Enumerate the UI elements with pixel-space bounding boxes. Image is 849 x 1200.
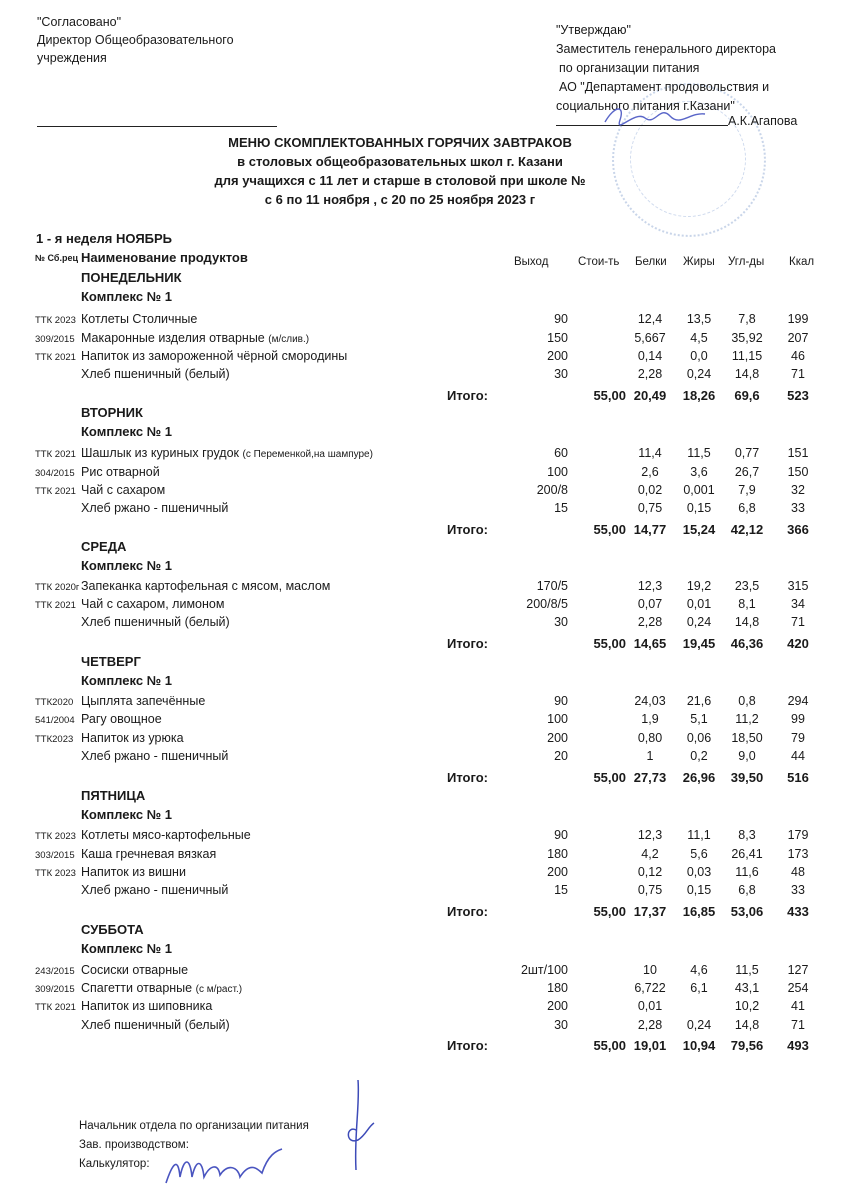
protein: 2,28 bbox=[637, 615, 663, 629]
complex-heading bbox=[0, 941, 849, 960]
fat: 0,24 bbox=[686, 367, 712, 381]
table-row bbox=[0, 731, 849, 750]
header-carbs: Угл-ды bbox=[728, 256, 765, 268]
dish-name: Котлеты Столичные bbox=[81, 312, 198, 326]
carbs: 11,2 bbox=[735, 712, 759, 726]
signature-line-left bbox=[37, 126, 277, 127]
dish-name: Рис отварной bbox=[81, 465, 160, 479]
table-row bbox=[0, 579, 849, 598]
day-name: ВТОРНИК bbox=[81, 405, 143, 420]
output: 200 bbox=[547, 865, 568, 879]
recipe-code: 541/2004 bbox=[35, 715, 75, 726]
protein: 1,9 bbox=[641, 712, 659, 726]
total-carbs: 69,6 bbox=[734, 388, 760, 403]
carbs: 23,5 bbox=[734, 579, 760, 593]
total-fat: 26,96 bbox=[682, 770, 716, 785]
output: 90 bbox=[554, 312, 568, 326]
fat: 0,001 bbox=[683, 483, 715, 497]
total-protein: 20,49 bbox=[633, 388, 667, 403]
output: 100 bbox=[547, 712, 568, 726]
output: 100 bbox=[547, 465, 568, 479]
fat: 0,24 bbox=[686, 615, 712, 629]
header-code: № Сб.рец bbox=[35, 253, 79, 263]
kcal: 34 bbox=[791, 597, 805, 611]
complex-heading bbox=[0, 289, 849, 308]
output: 15 bbox=[554, 883, 568, 897]
protein: 6,722 bbox=[634, 981, 666, 995]
fat: 6,1 bbox=[690, 981, 708, 995]
dish-name: Хлеб пшеничный (белый) bbox=[81, 1018, 230, 1032]
table-row bbox=[0, 367, 849, 386]
table-row bbox=[0, 446, 849, 465]
total-protein: 19,01 bbox=[633, 1038, 667, 1053]
document-title bbox=[150, 133, 650, 209]
total-carbs: 42,12 bbox=[730, 522, 764, 537]
complex-name: Комплекс № 1 bbox=[81, 558, 172, 573]
dish-name: Шашлык из куриных грудок (с Переменкой,на шампуре) bbox=[81, 446, 373, 460]
header-protein: Белки bbox=[635, 256, 667, 268]
carbs: 9,0 bbox=[738, 749, 756, 763]
kcal: 46 bbox=[791, 349, 805, 363]
recipe-code: ТТК2020 bbox=[35, 697, 74, 708]
total-fat: 16,85 bbox=[682, 904, 716, 919]
dish-name: Сосиски отварные bbox=[81, 963, 189, 977]
output: 150 bbox=[547, 331, 568, 345]
kcal: 150 bbox=[787, 465, 809, 479]
dish-name: Хлеб ржано - пшеничный bbox=[81, 883, 229, 897]
day-heading bbox=[0, 922, 849, 941]
total-kcal: 493 bbox=[787, 1038, 809, 1053]
carbs: 6,8 bbox=[738, 501, 756, 515]
protein: 12,3 bbox=[637, 579, 663, 593]
kcal: 254 bbox=[787, 981, 809, 995]
fat: 0,15 bbox=[686, 883, 712, 897]
total-row bbox=[0, 770, 849, 789]
recipe-code: 243/2015 bbox=[35, 966, 75, 977]
total-kcal: 523 bbox=[787, 388, 809, 403]
kcal: 44 bbox=[791, 749, 805, 763]
output: 200/8/5 bbox=[526, 597, 568, 611]
protein: 12,3 bbox=[637, 828, 663, 842]
complex-name: Комплекс № 1 bbox=[81, 424, 172, 439]
recipe-code: 304/2015 bbox=[35, 468, 75, 479]
carbs: 14,8 bbox=[734, 367, 760, 381]
recipe-code: ТТК 2023 bbox=[35, 868, 76, 879]
dish-name: Чай с сахаром bbox=[81, 483, 166, 497]
recipe-code: ТТК 2021 bbox=[35, 449, 76, 460]
footer-production-manager: Зав. производством: bbox=[79, 1139, 189, 1151]
output: 200 bbox=[547, 731, 568, 745]
kcal: 71 bbox=[791, 615, 805, 629]
title-line-2: в столовых общеобразовательных школ г. Казани bbox=[237, 154, 563, 169]
total-fat: 18,26 bbox=[682, 388, 716, 403]
day-heading bbox=[0, 539, 849, 558]
output: 200/8 bbox=[536, 483, 568, 497]
table-row bbox=[0, 1018, 849, 1037]
dish-name: Напиток из вишни bbox=[81, 865, 186, 879]
approval-left-position: Директор Общеобразовательного bbox=[37, 33, 234, 47]
approval-right-status: "Утверждаю" bbox=[556, 23, 631, 37]
total-row bbox=[0, 1038, 849, 1057]
complex-name: Комплекс № 1 bbox=[81, 807, 172, 822]
total-cost: 55,00 bbox=[593, 388, 626, 403]
carbs: 11,15 bbox=[731, 349, 763, 363]
header-cost: Стои-ть bbox=[578, 256, 620, 268]
title-line-4: с 6 по 11 ноября , с 20 по 25 ноября 2023 г bbox=[264, 192, 536, 207]
week-label: 1 - я неделя НОЯБРЬ bbox=[36, 231, 173, 246]
protein: 0,12 bbox=[637, 865, 663, 879]
table-row bbox=[0, 597, 849, 616]
kcal: 173 bbox=[787, 847, 809, 861]
recipe-code: ТТК 2021 bbox=[35, 600, 76, 611]
day-name: СРЕДА bbox=[81, 539, 127, 554]
carbs: 26,7 bbox=[734, 465, 760, 479]
kcal: 127 bbox=[787, 963, 809, 977]
output: 15 bbox=[554, 501, 568, 515]
output: 30 bbox=[554, 1018, 568, 1032]
carbs: 7,9 bbox=[738, 483, 756, 497]
complex-heading bbox=[0, 558, 849, 577]
day-heading bbox=[0, 405, 849, 424]
dish-name: Чай с сахаром, лимоном bbox=[81, 597, 225, 611]
dish-name: Напиток из урюка bbox=[81, 731, 184, 745]
carbs: 8,3 bbox=[738, 828, 756, 842]
total-cost: 55,00 bbox=[593, 636, 626, 651]
dish-name: Хлеб пшеничный (белый) bbox=[81, 367, 230, 381]
protein: 24,03 bbox=[634, 694, 666, 708]
approval-right-position: Заместитель генерального директора bbox=[556, 42, 777, 56]
header-kcal: Ккал bbox=[789, 256, 815, 268]
dish-name: Хлеб ржано - пшеничный bbox=[81, 749, 229, 763]
table-row bbox=[0, 883, 849, 902]
protein: 4,2 bbox=[641, 847, 659, 861]
total-label: Итого: bbox=[447, 904, 488, 919]
complex-heading bbox=[0, 807, 849, 826]
table-row bbox=[0, 349, 849, 368]
fat: 11,5 bbox=[687, 446, 711, 460]
output: 200 bbox=[547, 349, 568, 363]
kcal: 33 bbox=[791, 883, 805, 897]
table-row bbox=[0, 483, 849, 502]
approval-right-position-2: по организации питания bbox=[559, 61, 700, 75]
total-label: Итого: bbox=[447, 770, 488, 785]
complex-heading bbox=[0, 424, 849, 443]
signature-right-icon bbox=[600, 100, 710, 130]
table-row bbox=[0, 865, 849, 884]
protein: 0,01 bbox=[637, 999, 663, 1013]
output: 170/5 bbox=[536, 579, 568, 593]
total-row bbox=[0, 904, 849, 923]
carbs: 35,92 bbox=[731, 331, 763, 345]
fat: 0,03 bbox=[686, 865, 712, 879]
total-protein: 17,37 bbox=[633, 904, 667, 919]
fat: 21,6 bbox=[686, 694, 712, 708]
day-heading bbox=[0, 654, 849, 673]
day-heading bbox=[0, 788, 849, 807]
signature-head-icon bbox=[340, 1075, 380, 1175]
carbs: 0,8 bbox=[738, 694, 756, 708]
output: 20 bbox=[554, 749, 568, 763]
carbs: 14,8 bbox=[734, 1018, 760, 1032]
recipe-code: ТТК 2021 bbox=[35, 352, 76, 363]
kcal: 32 bbox=[791, 483, 805, 497]
dish-name: Цыплята запечённые bbox=[81, 694, 206, 708]
output: 90 bbox=[554, 828, 568, 842]
table-row bbox=[0, 847, 849, 866]
carbs: 11,5 bbox=[735, 963, 759, 977]
total-carbs: 79,56 bbox=[730, 1038, 764, 1053]
output: 180 bbox=[547, 981, 568, 995]
protein: 1 bbox=[646, 749, 654, 763]
table-row bbox=[0, 615, 849, 634]
protein: 5,667 bbox=[634, 331, 666, 345]
dish-name: Хлеб ржано - пшеничный bbox=[81, 501, 229, 515]
header-output: Выход bbox=[514, 256, 549, 268]
recipe-code: ТТК 2023 bbox=[35, 315, 76, 326]
header-name: Наименование продуктов bbox=[81, 250, 248, 265]
dish-name: Рагу овощное bbox=[81, 712, 162, 726]
total-protein: 27,73 bbox=[633, 770, 667, 785]
kcal: 151 bbox=[787, 446, 809, 460]
total-carbs: 53,06 bbox=[730, 904, 764, 919]
signature-calculator-icon bbox=[158, 1145, 288, 1190]
header-fat: Жиры bbox=[683, 256, 715, 268]
complex-name: Комплекс № 1 bbox=[81, 289, 172, 304]
fat: 0,24 bbox=[686, 1018, 712, 1032]
carbs: 8,1 bbox=[738, 597, 756, 611]
kcal: 41 bbox=[791, 999, 805, 1013]
kcal: 79 bbox=[791, 731, 805, 745]
protein: 0,80 bbox=[637, 731, 663, 745]
protein: 2,6 bbox=[641, 465, 659, 479]
day-heading bbox=[0, 270, 849, 289]
protein: 0,75 bbox=[637, 501, 663, 515]
recipe-code: 309/2015 bbox=[35, 334, 75, 345]
output: 30 bbox=[554, 367, 568, 381]
total-protein: 14,65 bbox=[633, 636, 667, 651]
carbs: 14,8 bbox=[734, 615, 760, 629]
total-cost: 55,00 bbox=[593, 522, 626, 537]
approval-left-status: "Согласовано" bbox=[37, 15, 122, 29]
kcal: 71 bbox=[791, 1018, 805, 1032]
total-cost: 55,00 bbox=[593, 904, 626, 919]
dish-name: Каша гречневая вязкая bbox=[81, 847, 217, 861]
table-row bbox=[0, 312, 849, 331]
total-kcal: 433 bbox=[787, 904, 809, 919]
footer-head-of-department: Начальник отдела по организации питания bbox=[79, 1120, 309, 1132]
fat: 5,6 bbox=[690, 847, 708, 861]
complex-name: Комплекс № 1 bbox=[81, 673, 172, 688]
recipe-code: ТТК 2020г bbox=[35, 582, 80, 593]
total-label: Итого: bbox=[447, 388, 488, 403]
table-row bbox=[0, 999, 849, 1018]
table-row bbox=[0, 963, 849, 982]
day-name: СУББОТА bbox=[81, 922, 144, 937]
table-row bbox=[0, 981, 849, 1000]
protein: 0,14 bbox=[637, 349, 663, 363]
kcal: 315 bbox=[787, 579, 809, 593]
table-row bbox=[0, 501, 849, 520]
total-cost: 55,00 bbox=[593, 770, 626, 785]
title-line-1: МЕНЮ СКОМПЛЕКТОВАННЫХ ГОРЯЧИХ ЗАВТРАКОВ bbox=[228, 135, 572, 150]
dish-name: Напиток из замороженной чёрной смородины bbox=[81, 349, 348, 363]
fat: 13,5 bbox=[686, 312, 712, 326]
output: 90 bbox=[554, 694, 568, 708]
total-label: Итого: bbox=[447, 1038, 488, 1053]
approval-left-block bbox=[37, 13, 234, 67]
day-name: ПОНЕДЕЛЬНИК bbox=[81, 270, 182, 285]
fat: 0,01 bbox=[686, 597, 712, 611]
kcal: 179 bbox=[787, 828, 809, 842]
total-fat: 10,94 bbox=[682, 1038, 716, 1053]
fat: 0,15 bbox=[686, 501, 712, 515]
fat: 4,5 bbox=[690, 331, 708, 345]
recipe-code: 303/2015 bbox=[35, 850, 75, 861]
carbs: 7,8 bbox=[738, 312, 756, 326]
protein: 0,07 bbox=[637, 597, 663, 611]
carbs: 10,2 bbox=[734, 999, 760, 1013]
complex-heading bbox=[0, 673, 849, 692]
fat: 0,2 bbox=[690, 749, 708, 763]
kcal: 48 bbox=[791, 865, 805, 879]
total-carbs: 39,50 bbox=[730, 770, 764, 785]
dish-name: Напиток из шиповника bbox=[81, 999, 213, 1013]
day-name: ЧЕТВЕРГ bbox=[81, 654, 141, 669]
total-fat: 15,24 bbox=[682, 522, 716, 537]
recipe-code: ТТК2023 bbox=[35, 734, 74, 745]
output: 60 bbox=[554, 446, 568, 460]
total-row bbox=[0, 636, 849, 655]
kcal: 71 bbox=[791, 367, 805, 381]
total-protein: 14,77 bbox=[633, 522, 667, 537]
table-row bbox=[0, 712, 849, 731]
recipe-code: ТТК 2021 bbox=[35, 1002, 76, 1013]
recipe-code: ТТК 2021 bbox=[35, 486, 76, 497]
dish-name: Запеканка картофельная с мясом, маслом bbox=[81, 579, 331, 593]
total-kcal: 366 bbox=[787, 522, 809, 537]
total-label: Итого: bbox=[447, 522, 488, 537]
protein: 11,4 bbox=[638, 446, 662, 460]
table-row bbox=[0, 749, 849, 768]
day-name: ПЯТНИЦА bbox=[81, 788, 146, 803]
total-fat: 19,45 bbox=[682, 636, 716, 651]
table-row bbox=[0, 331, 849, 350]
total-kcal: 516 bbox=[787, 770, 809, 785]
kcal: 199 bbox=[787, 312, 809, 326]
carbs: 6,8 bbox=[738, 883, 756, 897]
carbs: 18,50 bbox=[731, 731, 763, 745]
approval-left-organization: учреждения bbox=[37, 51, 107, 65]
recipe-code: ТТК 2023 bbox=[35, 831, 76, 842]
table-row bbox=[0, 694, 849, 713]
kcal: 99 bbox=[791, 712, 805, 726]
approval-right-organization: АО "Департамент продовольствия и bbox=[559, 80, 770, 94]
total-kcal: 420 bbox=[787, 636, 809, 651]
fat: 11,1 bbox=[687, 828, 711, 842]
dish-name: Хлеб пшеничный (белый) bbox=[81, 615, 230, 629]
dish-name: Макаронные изделия отварные (м/слив.) bbox=[81, 331, 310, 345]
fat: 3,6 bbox=[690, 465, 708, 479]
fat: 4,6 bbox=[690, 963, 708, 977]
carbs: 43,1 bbox=[734, 981, 760, 995]
carbs: 26,41 bbox=[731, 847, 763, 861]
table-row bbox=[0, 465, 849, 484]
approval-right-signer: А.К.Агапова bbox=[728, 114, 798, 128]
footer-calculator: Калькулятор: bbox=[79, 1158, 150, 1170]
dish-name: Котлеты мясо-картофельные bbox=[81, 828, 251, 842]
total-cost: 55,00 bbox=[593, 1038, 626, 1053]
protein: 10 bbox=[643, 963, 657, 977]
protein: 2,28 bbox=[637, 367, 663, 381]
kcal: 33 bbox=[791, 501, 805, 515]
total-label: Итого: bbox=[447, 636, 488, 651]
carbs: 11,6 bbox=[735, 865, 759, 879]
protein: 2,28 bbox=[637, 1018, 663, 1032]
protein: 12,4 bbox=[637, 312, 663, 326]
kcal: 294 bbox=[787, 694, 809, 708]
fat: 0,06 bbox=[686, 731, 712, 745]
protein: 0,75 bbox=[637, 883, 663, 897]
complex-name: Комплекс № 1 bbox=[81, 941, 172, 956]
fat: 19,2 bbox=[686, 579, 712, 593]
recipe-code: 309/2015 bbox=[35, 984, 75, 995]
output: 2шт/100 bbox=[520, 963, 568, 977]
fat: 0,0 bbox=[690, 349, 708, 363]
output: 180 bbox=[547, 847, 568, 861]
table-row bbox=[0, 828, 849, 847]
carbs: 0,77 bbox=[734, 446, 760, 460]
title-line-3: для учащихся с 11 лет и старше в столовой при школе № bbox=[214, 173, 586, 188]
protein: 0,02 bbox=[637, 483, 663, 497]
fat: 5,1 bbox=[690, 712, 708, 726]
approval-right-organization-2: социального питания г.Казани" bbox=[556, 99, 735, 113]
kcal: 207 bbox=[787, 331, 809, 345]
output: 200 bbox=[547, 999, 568, 1013]
total-carbs: 46,36 bbox=[730, 636, 764, 651]
dish-name: Спагетти отварные (с м/раст.) bbox=[81, 981, 243, 995]
output: 30 bbox=[554, 615, 568, 629]
